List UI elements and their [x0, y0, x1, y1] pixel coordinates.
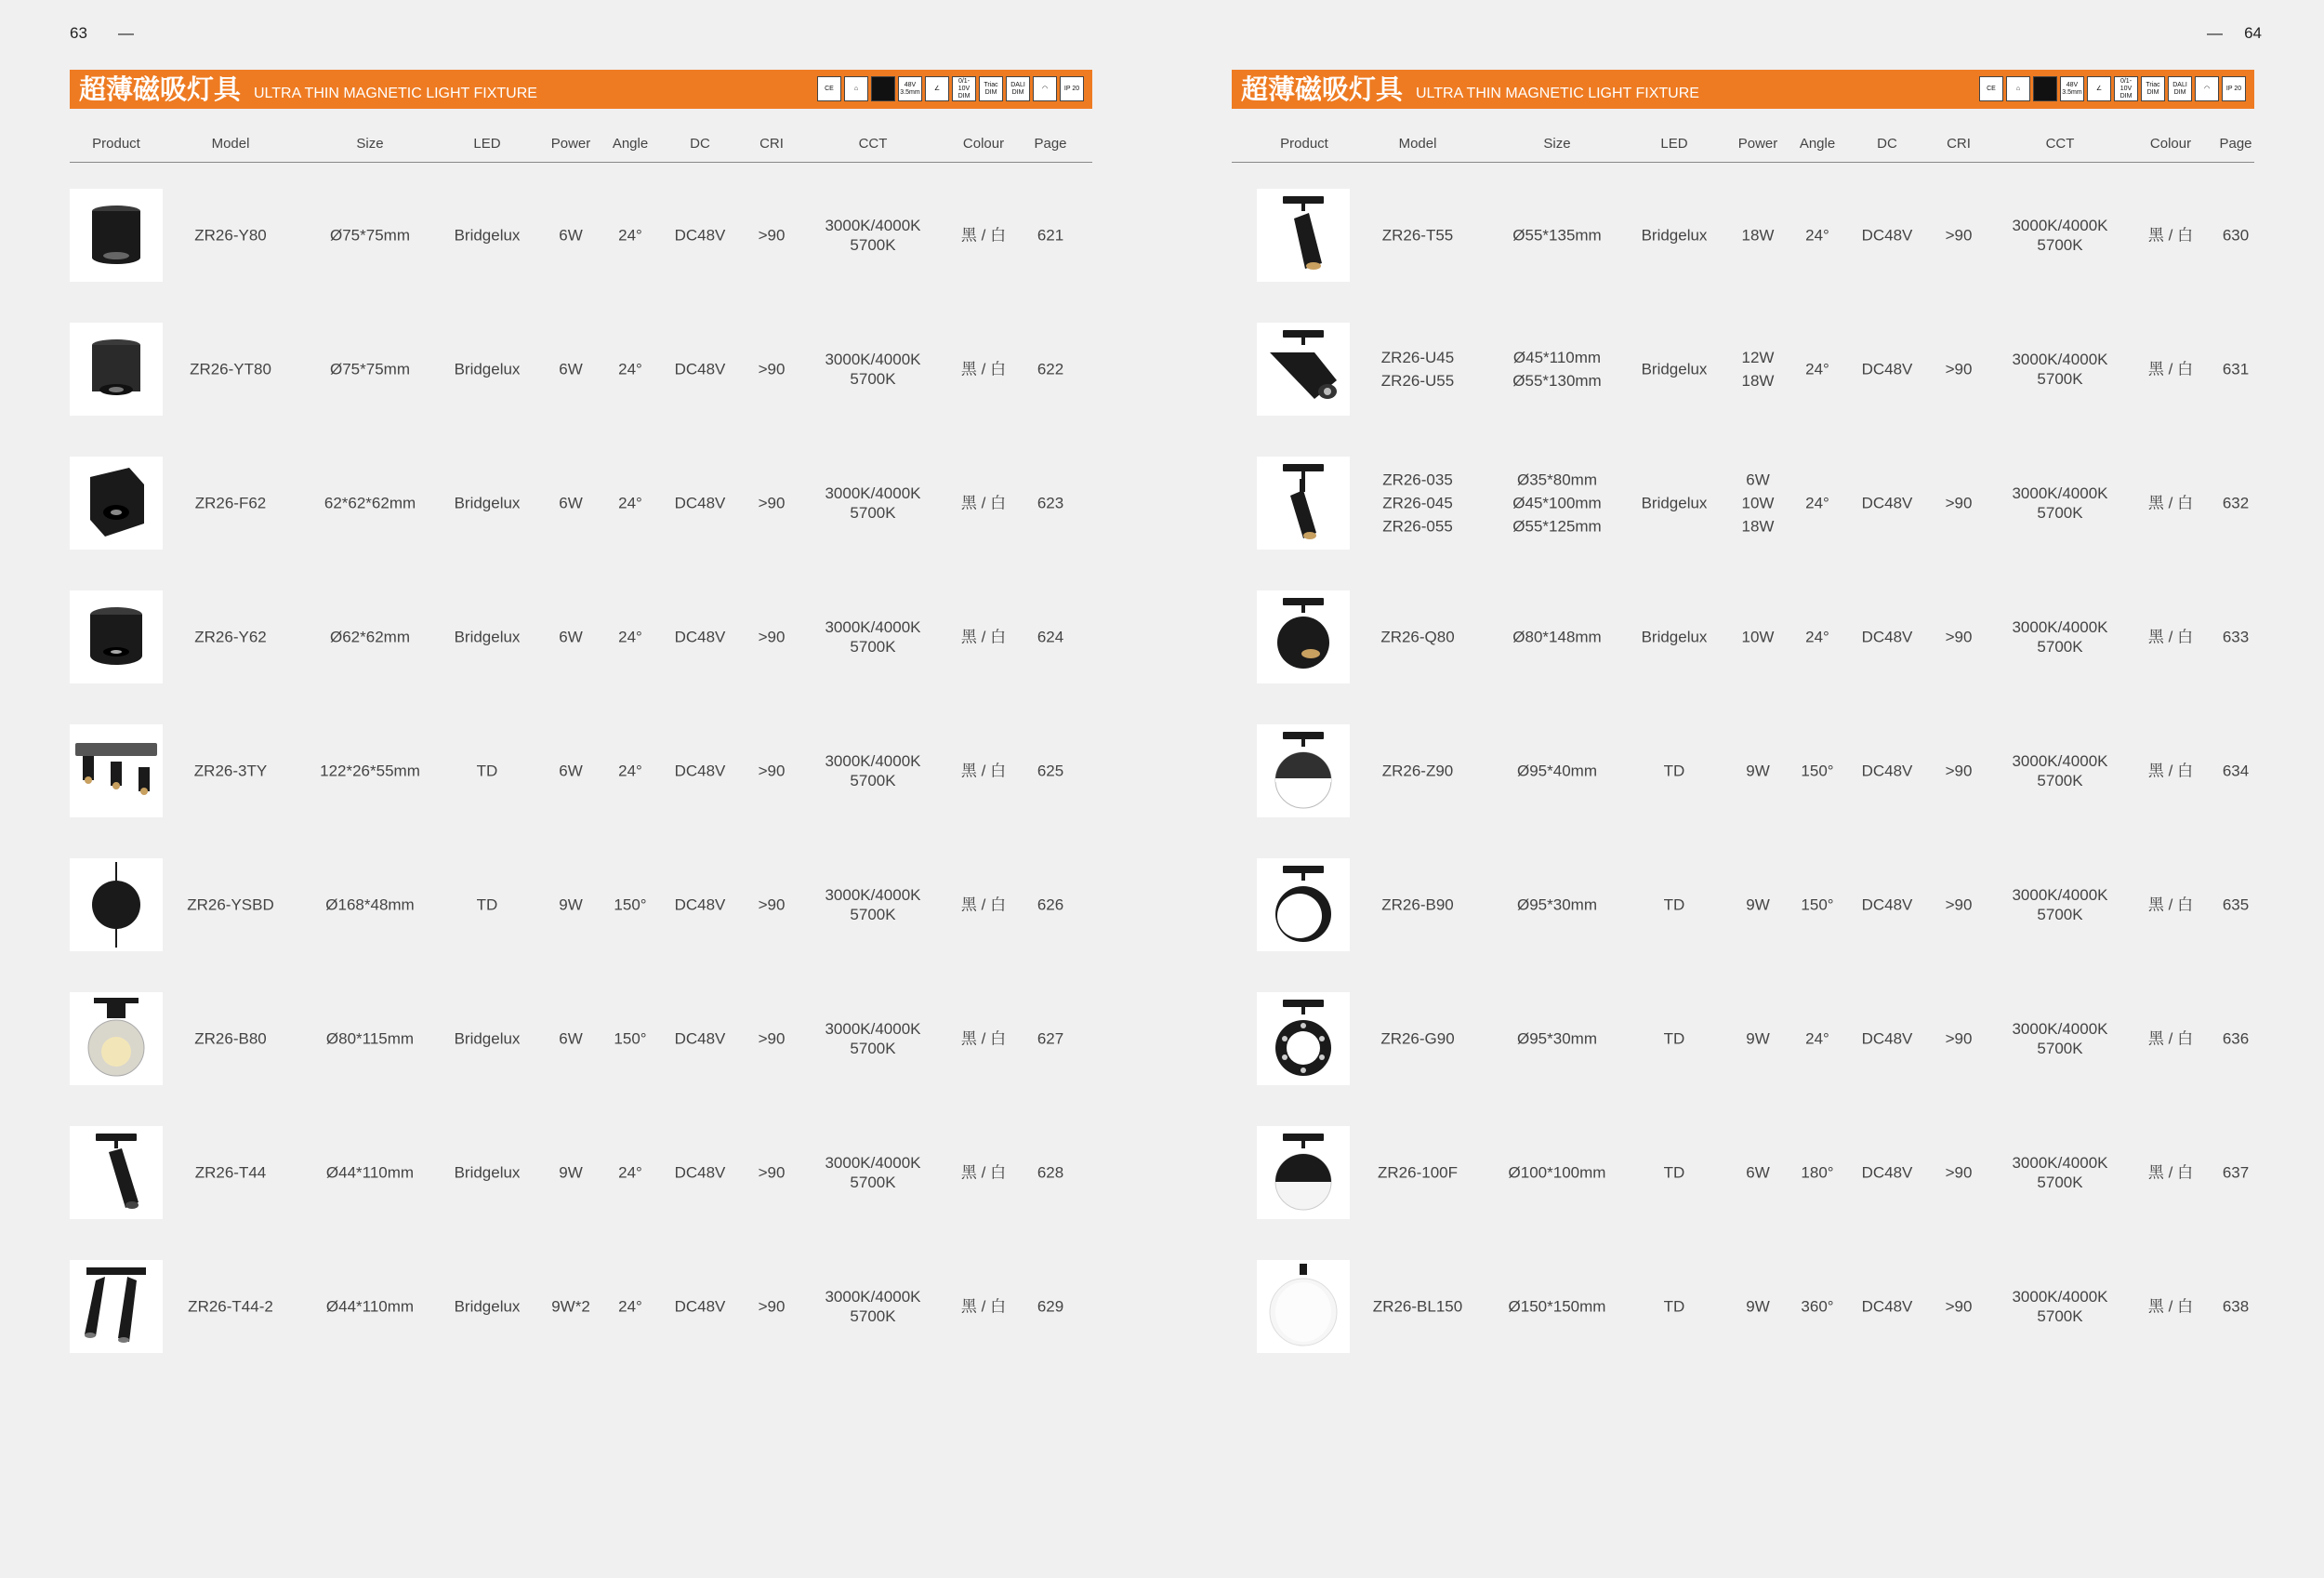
cell-model: ZR26-YT80 — [190, 360, 271, 378]
cell-colour: 黑 / 白 — [2147, 762, 2194, 780]
banner-title-cn: 超薄磁吸灯具 — [79, 73, 242, 105]
track-spot-light-slim-image — [1257, 457, 1350, 550]
section-banner — [1232, 70, 2254, 109]
cell-size: 122*26*55mm — [320, 762, 420, 780]
cell-cct: 3000K/4000K 5700K — [2012, 217, 2108, 254]
cell-angle: 24° — [618, 628, 642, 646]
column-header-dc: DC — [690, 136, 710, 152]
column-header-cct: CCT — [858, 136, 888, 152]
triac-dim-icon: Triac DIM — [979, 76, 1003, 101]
cell-page: 635 — [2222, 895, 2250, 914]
cell-page: 634 — [2222, 762, 2250, 780]
cell-model: ZR26-035 ZR26-045 ZR26-055 — [1382, 471, 1453, 536]
table-row — [70, 858, 1092, 951]
cell-size: Ø150*150mm — [1508, 1297, 1606, 1316]
page-number-dash: — — [118, 24, 134, 42]
banner-title-en: ULTRA THIN MAGNETIC LIGHT FIXTURE — [254, 86, 537, 101]
cell-cri: >90 — [758, 1163, 786, 1182]
cell-cct: 3000K/4000K 5700K — [2012, 1288, 2108, 1325]
cell-colour: 黑 / 白 — [960, 360, 1007, 378]
cell-size: 62*62*62mm — [324, 494, 416, 512]
cell-dc: DC48V — [1861, 628, 1913, 646]
cell-cct: 3000K/4000K 5700K — [825, 1020, 921, 1057]
cell-dc: DC48V — [1861, 1163, 1913, 1182]
cell-power: 12W 18W — [1741, 349, 1775, 390]
cell-page: 625 — [1037, 762, 1064, 780]
cell-power: 6W — [559, 1029, 583, 1048]
cell-colour: 黑 / 白 — [960, 1163, 1007, 1182]
cell-model: ZR26-BL150 — [1372, 1297, 1463, 1316]
cell-size: Ø44*110mm — [325, 1297, 415, 1316]
table-row — [1232, 590, 2254, 683]
cell-power: 9W — [1746, 1297, 1770, 1316]
cell-led: Bridgelux — [454, 1297, 521, 1316]
dim-010v-icon: 0/1-10V DIM — [2114, 76, 2138, 101]
cell-page: 631 — [2222, 360, 2250, 378]
cell-cct: 3000K/4000K 5700K — [2012, 618, 2108, 656]
cell-dc: DC48V — [674, 226, 726, 245]
track-icon: 48V 3.5mm — [2060, 76, 2084, 101]
cell-led: TD — [1663, 1163, 1685, 1182]
cell-model: ZR26-G90 — [1380, 1029, 1455, 1048]
table-row — [1232, 1126, 2254, 1219]
table-row — [1232, 724, 2254, 817]
column-header-cri: CRI — [759, 136, 784, 152]
cell-cri: >90 — [1945, 226, 1973, 245]
cell-cri: >90 — [758, 1029, 786, 1048]
cell-size: Ø100*100mm — [1508, 1163, 1606, 1182]
cell-led: Bridgelux — [454, 1029, 521, 1048]
cell-power: 18W — [1741, 226, 1775, 245]
cell-cct: 3000K/4000K 5700K — [825, 217, 921, 254]
cell-page: 623 — [1037, 494, 1064, 512]
cell-page: 633 — [2222, 628, 2250, 646]
disc-track-light-image — [1257, 858, 1350, 951]
cell-angle: 24° — [618, 226, 642, 245]
page-number: 64 — [2244, 24, 2262, 42]
cell-colour: 黑 / 白 — [2147, 494, 2194, 512]
track-spot-light-large-image — [1257, 323, 1350, 416]
cell-page: 638 — [2222, 1297, 2250, 1316]
cell-cri: >90 — [1945, 1297, 1973, 1316]
column-header-dc: DC — [1877, 136, 1897, 152]
cell-angle: 24° — [618, 1163, 642, 1182]
cell-page: 626 — [1037, 895, 1064, 914]
cylinder-deep-light-image — [70, 323, 163, 416]
cell-cct: 3000K/4000K 5700K — [2012, 1020, 2108, 1057]
cell-led: TD — [1663, 895, 1685, 914]
cell-power: 6W — [1746, 1163, 1770, 1182]
ball-track-light-image — [1257, 1260, 1350, 1353]
cell-model: ZR26-Y80 — [194, 226, 267, 245]
column-header-model: Model — [211, 136, 250, 152]
cell-model: ZR26-B90 — [1381, 895, 1454, 914]
cell-dc: DC48V — [674, 1297, 726, 1316]
cell-dc: DC48V — [674, 1029, 726, 1048]
cell-power: 9W — [1746, 1029, 1770, 1048]
angle-icon: ∠ — [2087, 76, 2111, 101]
cell-dc: DC48V — [1861, 762, 1913, 780]
cell-cct: 3000K/4000K 5700K — [825, 351, 921, 388]
cell-model: ZR26-Y62 — [194, 628, 267, 646]
cell-led: Bridgelux — [454, 360, 521, 378]
cell-colour: 黑 / 白 — [2147, 1029, 2194, 1048]
table-row — [1232, 1260, 2254, 1353]
cell-angle: 150° — [614, 1029, 647, 1048]
cell-angle: 150° — [614, 895, 647, 914]
cell-angle: 24° — [618, 494, 642, 512]
cell-led: Bridgelux — [454, 226, 521, 245]
table-row — [70, 724, 1092, 817]
cell-dc: DC48V — [1861, 360, 1913, 378]
column-header-led: LED — [473, 136, 501, 152]
cell-power: 10W — [1741, 628, 1775, 646]
cell-dc: DC48V — [674, 628, 726, 646]
cell-led: Bridgelux — [454, 1163, 521, 1182]
cell-page: 628 — [1037, 1163, 1064, 1182]
table-row — [70, 457, 1092, 550]
cell-power: 9W — [1746, 895, 1770, 914]
table-row — [70, 1260, 1092, 1353]
square-surface-light-image — [70, 457, 163, 550]
cell-dc: DC48V — [1861, 226, 1913, 245]
table-header — [1232, 130, 2254, 163]
cell-page: 629 — [1037, 1297, 1064, 1316]
cell-cri: >90 — [1945, 628, 1973, 646]
cell-led: TD — [1663, 762, 1685, 780]
cell-cri: >90 — [758, 895, 786, 914]
cell-model: ZR26-3TY — [193, 762, 268, 780]
cell-cct: 3000K/4000K 5700K — [825, 1288, 921, 1325]
banner-title-cn: 超薄磁吸灯具 — [1241, 73, 1404, 105]
cell-led: TD — [476, 762, 498, 780]
dali-dim-icon: DALI DIM — [1006, 76, 1030, 101]
cell-led: Bridgelux — [1641, 360, 1708, 378]
cell-angle: 24° — [1805, 1029, 1829, 1048]
cell-cri: >90 — [1945, 494, 1973, 512]
cell-size: Ø80*115mm — [325, 1029, 415, 1048]
cell-led: TD — [1663, 1297, 1685, 1316]
dim-010v-icon: 0/1-10V DIM — [952, 76, 976, 101]
cell-model: ZR26-U45 ZR26-U55 — [1380, 349, 1455, 390]
column-header-product: Product — [1280, 136, 1328, 152]
cell-page: 624 — [1037, 628, 1064, 646]
small-cylinder-light-image — [70, 590, 163, 683]
cell-led: Bridgelux — [1641, 226, 1708, 245]
cell-size: Ø35*80mm Ø45*100mm Ø55*125mm — [1512, 471, 1602, 536]
cell-angle: 24° — [1805, 360, 1829, 378]
cell-cri: >90 — [1945, 360, 1973, 378]
cell-dc: DC48V — [674, 1163, 726, 1182]
cell-colour: 黑 / 白 — [2147, 1297, 2194, 1316]
cell-dc: DC48V — [674, 762, 726, 780]
column-header-power: Power — [1737, 136, 1778, 152]
table-row — [70, 1126, 1092, 1219]
column-header-product: Product — [92, 136, 140, 152]
cell-model: ZR26-F62 — [194, 494, 267, 512]
table-header — [70, 130, 1092, 163]
cell-colour: 黑 / 白 — [960, 1029, 1007, 1048]
cell-size: Ø44*110mm — [325, 1163, 415, 1182]
cell-power: 9W — [559, 895, 583, 914]
house-indoor-icon: ⌂ — [844, 76, 868, 101]
cell-colour: 黑 / 白 — [2147, 226, 2194, 245]
column-header-size: Size — [1543, 136, 1571, 152]
cell-colour: 黑 / 白 — [960, 1297, 1007, 1316]
cell-cri: >90 — [758, 762, 786, 780]
column-header-cri: CRI — [1947, 136, 1971, 152]
column-header-cct: CCT — [2045, 136, 2075, 152]
cell-model: ZR26-Q80 — [1380, 628, 1455, 646]
ce-cert-icon: CE — [817, 76, 841, 101]
track-spot-light-image — [1257, 189, 1350, 282]
cell-page: 637 — [2222, 1163, 2250, 1182]
column-header-angle: Angle — [612, 136, 649, 152]
cell-cct: 3000K/4000K 5700K — [2012, 351, 2108, 388]
cell-power: 6W — [559, 226, 583, 245]
cell-dc: DC48V — [1861, 1297, 1913, 1316]
column-header-size: Size — [356, 136, 384, 152]
column-header-page: Page — [2219, 136, 2252, 152]
ip20-icon: IP 20 — [2222, 76, 2246, 101]
cell-cri: >90 — [758, 226, 786, 245]
cell-model: ZR26-YSBD — [187, 895, 274, 914]
cell-model: ZR26-T55 — [1381, 226, 1454, 245]
cell-size: Ø62*62mm — [330, 628, 410, 646]
cell-cri: >90 — [1945, 895, 1973, 914]
glass-globe-light-image — [70, 992, 163, 1085]
tube-spot-light-image — [70, 1126, 163, 1219]
cell-led: TD — [476, 895, 498, 914]
cell-cct: 3000K/4000K 5700K — [825, 484, 921, 522]
cell-angle: 24° — [1805, 628, 1829, 646]
triac-dim-icon: Triac DIM — [2141, 76, 2165, 101]
cell-cct: 3000K/4000K 5700K — [2012, 886, 2108, 923]
cell-cri: >90 — [1945, 1029, 1973, 1048]
ip20-icon: IP 20 — [1060, 76, 1084, 101]
sphere-track-light-image — [1257, 590, 1350, 683]
cell-model: ZR26-T44-2 — [188, 1297, 273, 1316]
cell-power: 6W — [559, 494, 583, 512]
cell-colour: 黑 / 白 — [960, 895, 1007, 914]
cell-dc: DC48V — [1861, 895, 1913, 914]
cell-cri: >90 — [1945, 762, 1973, 780]
table-row — [70, 323, 1092, 416]
cell-colour: 黑 / 白 — [2147, 360, 2194, 378]
cell-angle: 360° — [1801, 1297, 1834, 1316]
cell-colour: 黑 / 白 — [2147, 895, 2194, 914]
rotate-icon: ◠ — [2195, 76, 2219, 101]
cell-size: Ø168*48mm — [325, 895, 415, 914]
cell-cct: 3000K/4000K 5700K — [825, 886, 921, 923]
table-row — [1232, 323, 2254, 416]
cell-power: 6W 10W 18W — [1741, 471, 1775, 536]
cell-size: Ø95*30mm — [1517, 895, 1597, 914]
cell-power: 9W*2 — [551, 1297, 590, 1316]
column-header-model: Model — [1398, 136, 1437, 152]
cell-angle: 150° — [1801, 762, 1834, 780]
column-header-colour: Colour — [2149, 136, 2192, 152]
cell-page: 622 — [1037, 360, 1064, 378]
half-globe-track-light-image — [1257, 1126, 1350, 1219]
cell-cri: >90 — [758, 1297, 786, 1316]
cell-led: Bridgelux — [454, 494, 521, 512]
cell-cri: >90 — [758, 628, 786, 646]
cell-cct: 3000K/4000K 5700K — [825, 618, 921, 656]
cell-size: Ø75*75mm — [330, 360, 410, 378]
cell-dc: DC48V — [674, 895, 726, 914]
round-panel-light-image — [1257, 724, 1350, 817]
cert-icons — [1979, 76, 2246, 102]
cell-page: 636 — [2222, 1029, 2250, 1048]
cell-size: Ø75*75mm — [330, 226, 410, 245]
black-square-icon — [2033, 76, 2057, 101]
cell-angle: 180° — [1801, 1163, 1834, 1182]
double-tube-spot-light-image — [70, 1260, 163, 1353]
cell-power: 6W — [559, 360, 583, 378]
triple-spot-light-image — [70, 724, 163, 817]
cell-angle: 24° — [618, 1297, 642, 1316]
ce-cert-icon: CE — [1979, 76, 2003, 101]
section-banner — [70, 70, 1092, 109]
cell-model: ZR26-100F — [1378, 1163, 1458, 1182]
cell-cct: 3000K/4000K 5700K — [2012, 484, 2108, 522]
cell-model: ZR26-T44 — [194, 1163, 267, 1182]
cell-power: 9W — [559, 1163, 583, 1182]
cell-cri: >90 — [758, 360, 786, 378]
table-row — [1232, 189, 2254, 282]
cell-colour: 黑 / 白 — [960, 494, 1007, 512]
cell-dc: DC48V — [1861, 1029, 1913, 1048]
cell-colour: 黑 / 白 — [960, 762, 1007, 780]
cell-angle: 24° — [1805, 226, 1829, 245]
cell-colour: 黑 / 白 — [960, 226, 1007, 245]
ring-track-light-image — [1257, 992, 1350, 1085]
cell-size: Ø55*135mm — [1512, 226, 1602, 245]
black-square-icon — [871, 76, 895, 101]
cell-model: ZR26-Z90 — [1381, 762, 1454, 780]
cell-power: 6W — [559, 628, 583, 646]
table-row — [70, 590, 1092, 683]
cell-led: Bridgelux — [454, 628, 521, 646]
banner-title-en: ULTRA THIN MAGNETIC LIGHT FIXTURE — [1416, 86, 1699, 101]
cell-size: Ø45*110mm Ø55*130mm — [1512, 349, 1602, 390]
cell-angle: 24° — [618, 360, 642, 378]
cell-page: 632 — [2222, 494, 2250, 512]
left-page — [70, 0, 1092, 1578]
right-page — [1232, 0, 2262, 1578]
cell-led: TD — [1663, 1029, 1685, 1048]
column-header-angle: Angle — [1799, 136, 1836, 152]
cell-cri: >90 — [758, 494, 786, 512]
cell-page: 630 — [2222, 226, 2250, 245]
cert-icons — [817, 76, 1084, 102]
column-header-power: Power — [550, 136, 591, 152]
cell-angle: 24° — [1805, 494, 1829, 512]
cell-colour: 黑 / 白 — [960, 628, 1007, 646]
table-row — [1232, 457, 2254, 550]
cell-size: Ø80*148mm — [1512, 628, 1602, 646]
cell-cct: 3000K/4000K 5700K — [825, 752, 921, 789]
disc-pendant-light-image — [70, 858, 163, 951]
table-row — [1232, 992, 2254, 1085]
cell-angle: 150° — [1801, 895, 1834, 914]
cell-colour: 黑 / 白 — [2147, 628, 2194, 646]
page-number-dash: — — [2207, 24, 2223, 42]
page-number: 63 — [70, 24, 87, 42]
table-row — [70, 992, 1092, 1085]
cell-colour: 黑 / 白 — [2147, 1163, 2194, 1182]
rotate-icon: ◠ — [1033, 76, 1057, 101]
angle-icon: ∠ — [925, 76, 949, 101]
table-row — [70, 189, 1092, 282]
cell-page: 621 — [1037, 226, 1064, 245]
cell-dc: DC48V — [674, 494, 726, 512]
cell-led: Bridgelux — [1641, 494, 1708, 512]
cell-page: 627 — [1037, 1029, 1064, 1048]
table-row — [1232, 858, 2254, 951]
column-header-led: LED — [1660, 136, 1688, 152]
column-header-page: Page — [1034, 136, 1067, 152]
cell-cct: 3000K/4000K 5700K — [2012, 752, 2108, 789]
cell-power: 9W — [1746, 762, 1770, 780]
cell-angle: 24° — [618, 762, 642, 780]
cylinder-surface-light-image — [70, 189, 163, 282]
cell-cct: 3000K/4000K 5700K — [2012, 1154, 2108, 1191]
cell-size: Ø95*30mm — [1517, 1029, 1597, 1048]
cell-dc: DC48V — [674, 360, 726, 378]
cell-power: 6W — [559, 762, 583, 780]
cell-led: Bridgelux — [1641, 628, 1708, 646]
column-header-colour: Colour — [962, 136, 1005, 152]
track-icon: 48V 3.5mm — [898, 76, 922, 101]
cell-size: Ø95*40mm — [1517, 762, 1597, 780]
house-indoor-icon: ⌂ — [2006, 76, 2030, 101]
cell-dc: DC48V — [1861, 494, 1913, 512]
cell-cri: >90 — [1945, 1163, 1973, 1182]
cell-cct: 3000K/4000K 5700K — [825, 1154, 921, 1191]
cell-model: ZR26-B80 — [194, 1029, 267, 1048]
dali-dim-icon: DALI DIM — [2168, 76, 2192, 101]
